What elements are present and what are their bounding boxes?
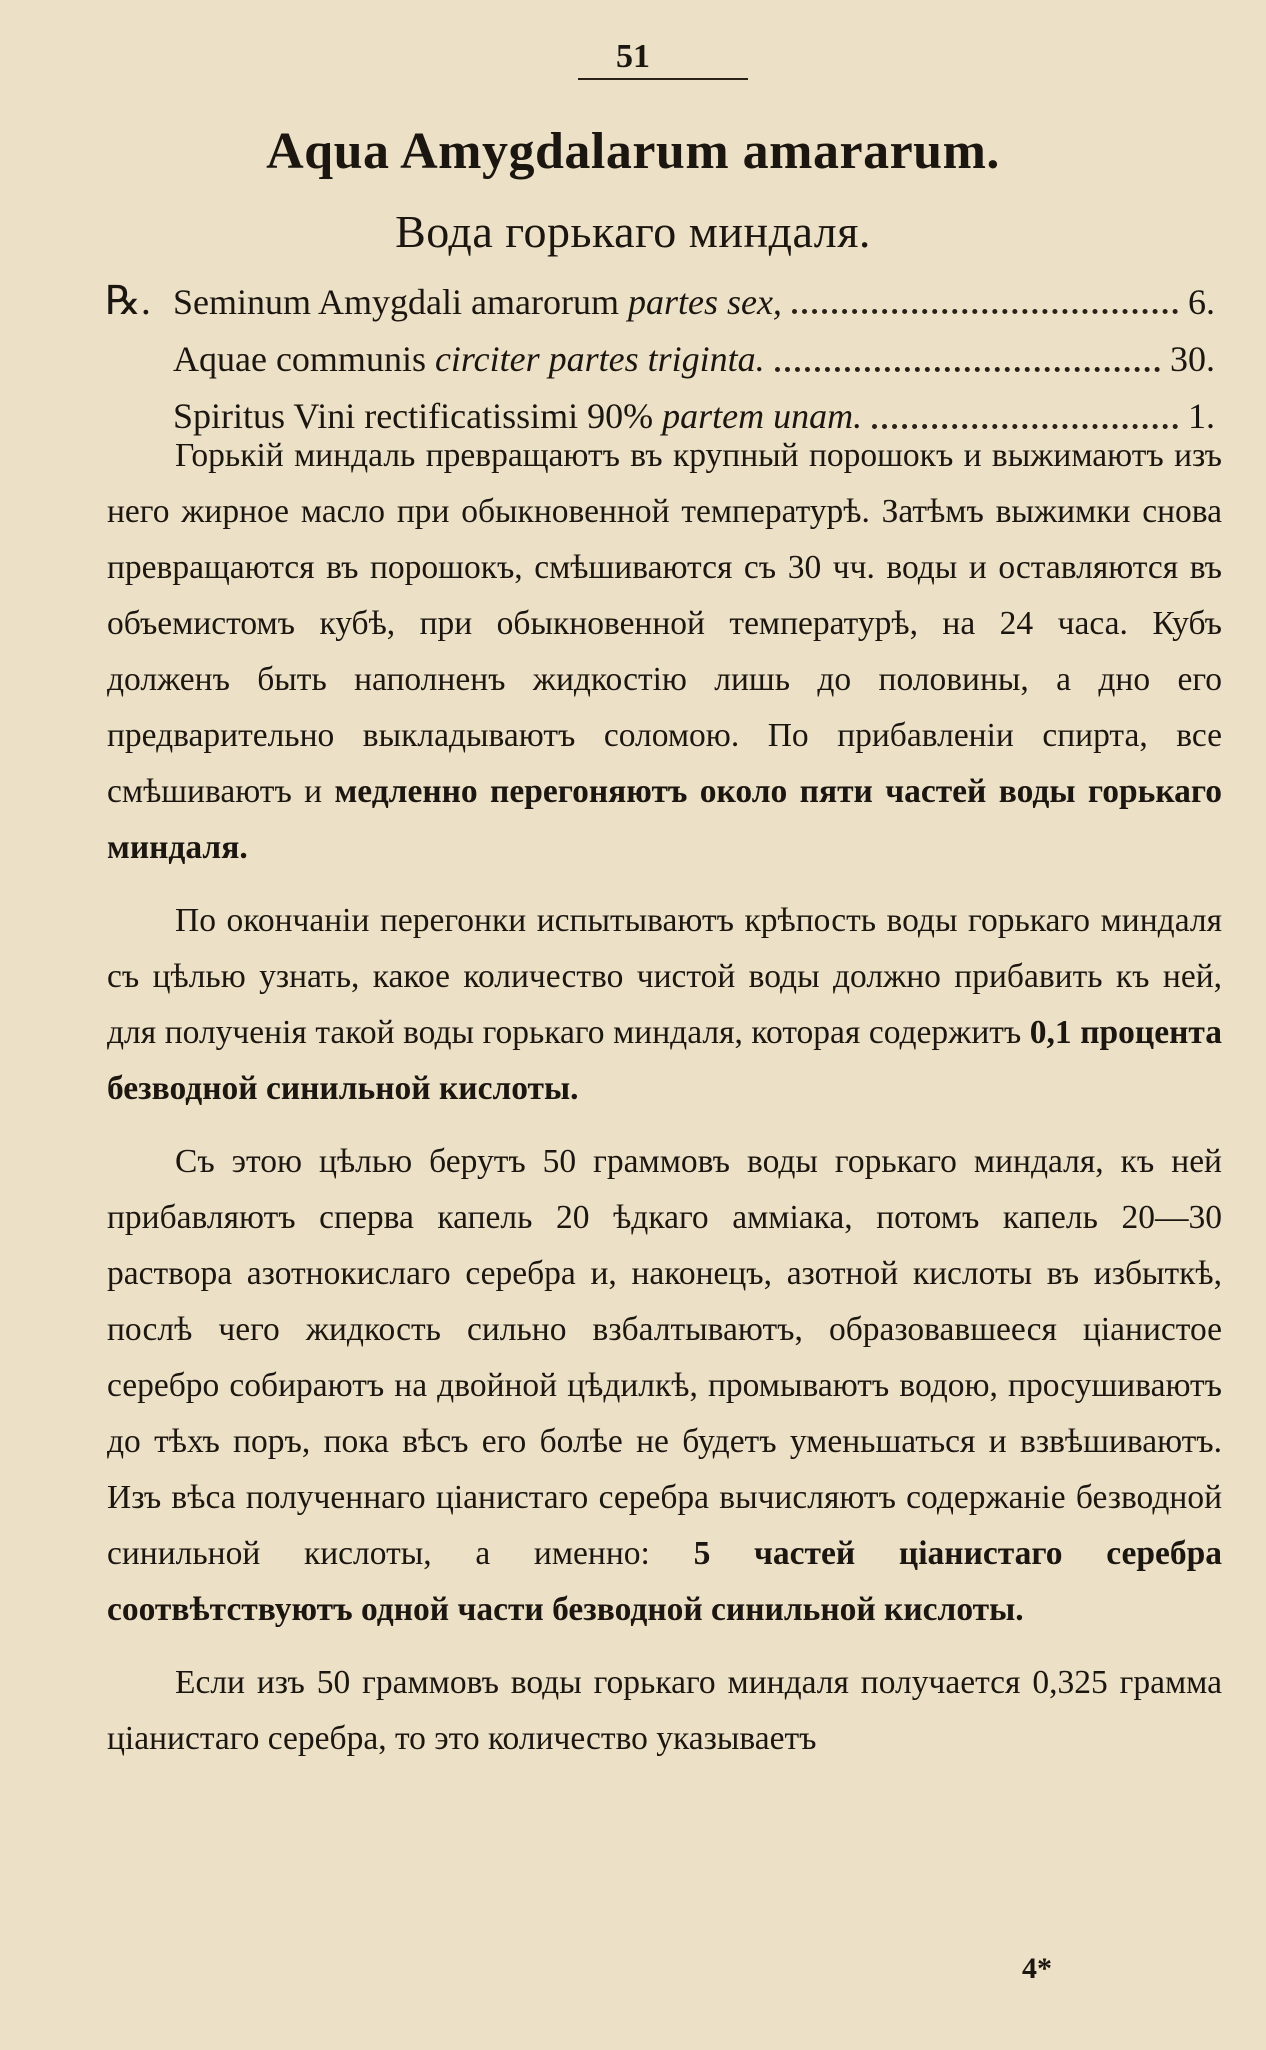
paragraph-1 <box>107 428 1222 876</box>
page-number: 51 <box>616 38 650 75</box>
paragraph-bold-text: 5 частей ціанистаго серебра соотвѣтствуютъ одной части безводной синильной кислоты. <box>107 1535 1222 1628</box>
paragraph-text: Горькій миндаль превращаютъ въ крупный порошокъ и выжимаютъ изъ него жирное масло при обыкновенной температурѣ. Затѣмъ выжимки снова превращаются въ порошокъ, смѣшиваются съ 30 чч. воды и оставляются въ объемистомъ кубѣ, при обыкновенной температурѣ, на 24 часа. Кубъ долженъ быть наполненъ жидкостію лишь до половины, а дно его предварительно выкладываютъ соломою. По прибавленіи спирта, все смѣшиваютъ и <box>107 437 1222 810</box>
recipe-amount: partes sex, <box>627 282 782 322</box>
page-title: Aqua Amygdalarum amararum. <box>266 123 1000 180</box>
paragraph-text: По окончаніи перегонки испытываютъ крѣпость воды горькаго миндаля съ цѣлью узнать, какое количество чистой воды должно прибавить къ ней, для полученія такой воды горькаго миндаля, которая содержитъ <box>107 902 1222 1051</box>
recipe-quantity: 6. <box>1188 282 1215 322</box>
header-rule <box>578 78 748 80</box>
recipe-quantity: 30. <box>1170 339 1215 379</box>
paragraph-bold-text: 0,1 процента безводной синильной кислоты. <box>107 1014 1222 1107</box>
recipe-ingredient: Aquae communis <box>173 339 426 379</box>
recipe-ingredient: Seminum Amygdali amarorum <box>173 282 619 322</box>
paragraph-3 <box>107 1134 1222 1638</box>
paragraph-text: Если изъ 50 граммовъ воды горькаго миндаля получается 0,325 грамма ціанистаго серебра, то это количество указываетъ <box>107 1664 1222 1757</box>
paragraph-text: Съ этою цѣлью берутъ 50 граммовъ воды горькаго миндаля, къ ней прибавляютъ сперва капель 20 ѣдкаго амміака, потомъ капель 20—30 раствора азотнокислаго серебра и, наконецъ, азотной кислоты въ избыткѣ, послѣ чего жидкость сильно взбалтываютъ, образовавшееся ціанистое серебро собираютъ на двойной цѣдилкѣ, промываютъ водою, просушиваютъ до тѣхъ поръ, пока вѣсъ его болѣе не будетъ уменьшаться и взвѣшиваютъ. Изъ вѣса полученнаго ціанистаго серебра вычисляютъ содержаніе безводной синильной кислоты, а именно: <box>107 1143 1222 1572</box>
recipe-ingredient: Spiritus Vini rectificatissimi 90% <box>173 396 654 436</box>
recipe-line <box>105 272 1215 331</box>
paragraph-4 <box>107 1655 1222 1767</box>
dot-leader <box>775 367 1160 372</box>
recipe-amount: circiter partes triginta. <box>434 339 765 379</box>
body-text <box>107 428 1222 1784</box>
recipe-amount: partem unam. <box>662 396 863 436</box>
recipe-quantity: 1. <box>1188 396 1215 436</box>
paragraph-bold-text: медленно перегоняютъ около пяти частей воды горькаго миндаля. <box>107 773 1223 866</box>
dot-leader <box>792 309 1178 314</box>
page-subtitle: Вода горькаго миндаля. <box>395 206 871 257</box>
recipe-line <box>105 331 1215 388</box>
paragraph-2 <box>107 893 1222 1117</box>
recipe-block <box>105 272 1215 445</box>
signature-mark: 4* <box>1022 1952 1052 1985</box>
rx-symbol: ℞. <box>105 278 151 323</box>
